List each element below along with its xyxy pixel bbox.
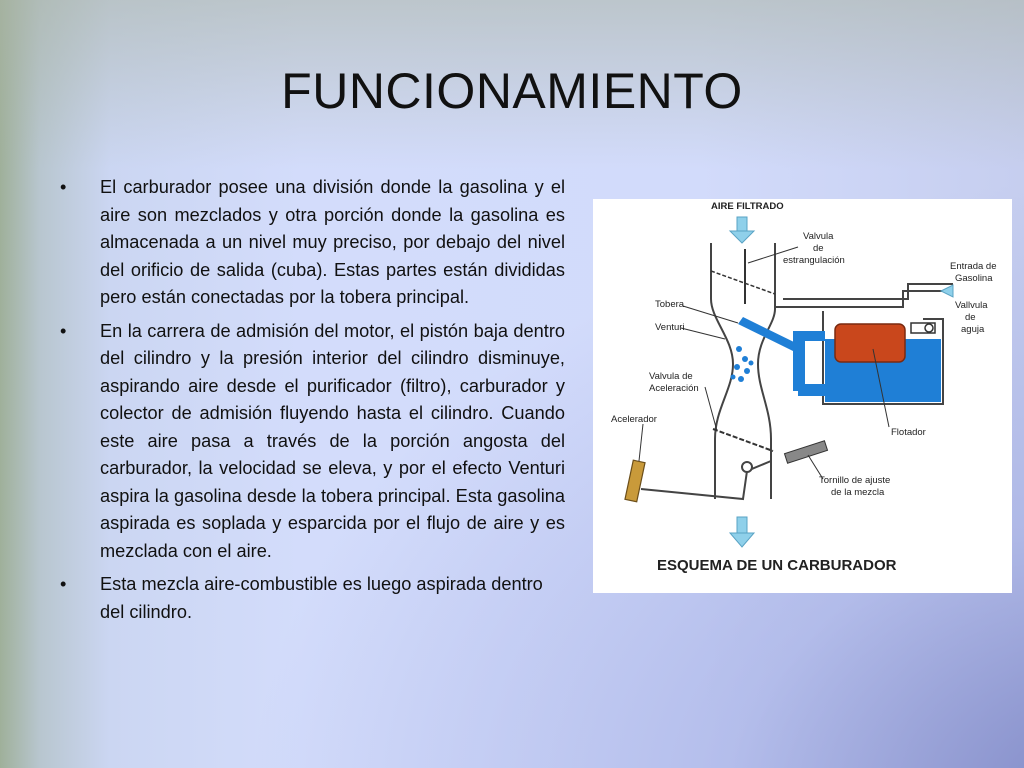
mixture-out-arrow [730,517,754,547]
bullet-text: El carburador posee una división donde la gasolina y el aire son mezclados y otra porción donde la gasolina es almacenada a un nivel muy preciso, por debajo del nivel del orificio de salida (cuba). Estas partes están divididas pero están conectadas por la tobera principal. [100,177,565,307]
diagram-caption: ESQUEMA DE UN CARBURADOR [657,557,897,574]
bullet-item [60,571,565,626]
bullet-glyph: • [60,574,67,594]
throttle-valve [713,429,773,451]
label-flotador: Flotador [891,427,926,438]
accelerator-linkage [641,461,771,499]
bullet-glyph: • [60,177,67,197]
label-valvula-aceleracion: Valvula de Aceleración [649,371,699,394]
float [835,324,905,362]
bullet-item [60,174,565,312]
nozzle-passage [738,317,826,396]
carburetor-diagram-svg [593,199,1012,593]
label-acelerador: Acelerador [611,414,657,425]
bullet-item [60,318,565,566]
accelerator-pedal [625,460,645,502]
mixture-screw [784,441,827,463]
label-aire-filtrado: AIRE FILTRADO [711,201,784,212]
label-venturi: Venturi [655,322,685,333]
bullet-glyph: • [60,320,67,341]
slide-title: FUNCIONAMIENTO [281,63,743,119]
bullet-list [60,174,565,632]
carburetor-diagram [593,199,1012,593]
label-valvula-estrangulacion: Valvula de estrangulación [783,231,845,266]
air-in-arrow [730,217,754,243]
label-valvula-aguja: Vallvula de aguja [955,300,988,335]
label-tornillo: Tornillo de ajuste de la mezcla [819,475,891,498]
label-entrada-gasolina: Entrada de Gasolina [950,261,997,284]
label-tobera: Tobera [655,299,685,310]
fuel-in-arrow [941,285,953,297]
bullet-text: Esta mezcla aire-combustible es luego aspirada dentro del cilindro. [100,574,543,622]
bullet-text: En la carrera de admisión del motor, el pistón baja dentro del cilindro y la presión interior del cilindro disminuye, aspirando aire desde el purificador (filtro), carburador y colector de admisión fluyendo hasta el cilindro. Cuando este aire pasa a través de la porción angosta del carburador, la velocidad se eleva, y por el efecto Venturi aspira la gasolina desde la tobera principal. Esta gasolina aspirada es soplada y esparcida por el flujo de aire y es mezclada con el aire. [100,320,565,561]
needle-valve [911,323,935,333]
